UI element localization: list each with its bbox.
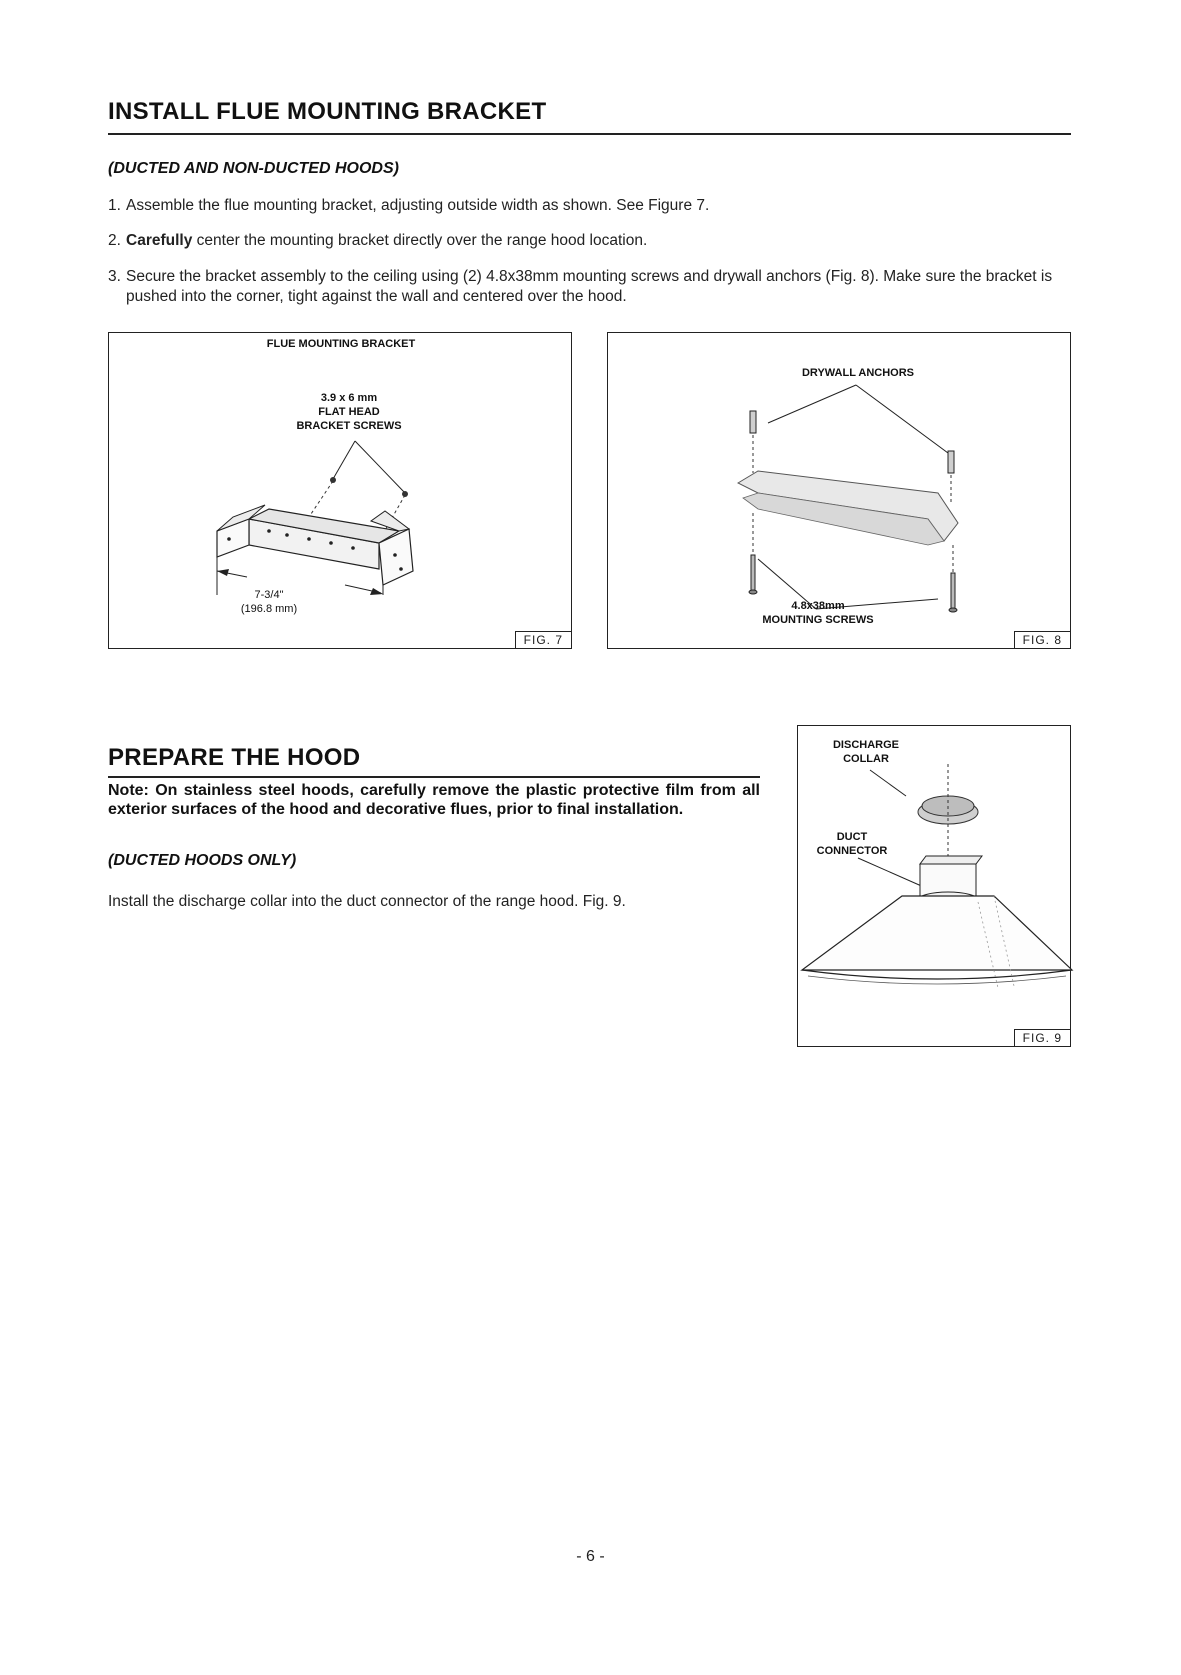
step-number: 3.	[108, 268, 121, 285]
collar-label-line: DISCHARGE	[832, 739, 899, 751]
step-text	[126, 231, 1071, 251]
mounting-screws-label	[738, 599, 898, 627]
figure-9	[797, 725, 1071, 1047]
dimension-value-metric: (196.8 mm)	[240, 603, 298, 615]
step-number: 1.	[108, 197, 121, 214]
figure-7-label: FIG. 7	[515, 631, 572, 649]
screw-label-line: 3.9 x 6 mm	[320, 392, 378, 404]
stainless-steel-note: Note: On stainless steel hoods, carefully remove the plastic protective film from all exterior surfaces of the hood and decorative flues, prior to final installation.	[108, 782, 760, 818]
page-number: - 6 -	[576, 1548, 605, 1565]
screw-name: MOUNTING SCREWS	[762, 614, 874, 626]
drywall-anchors-label: DRYWALL ANCHORS	[801, 367, 915, 379]
step-text: Assemble the flue mounting bracket, adjusting outside width as shown. See Figure 7.	[126, 197, 710, 214]
figure-8-label: FIG. 8	[1014, 631, 1071, 649]
section-subtitle-ducted-only: (DUCTED HOODS ONLY)	[108, 852, 297, 869]
dimension-label	[209, 588, 329, 616]
step-1	[108, 196, 1071, 216]
step-text: Secure the bracket assembly to the ceiling using (2) 4.8x38mm mounting screws and drywall anchors (Fig. 8). Make sure the bracket is pushed into the corner, tight against the wall and centered over the hood.	[126, 268, 1053, 305]
dimension-value: 7-3/4"	[254, 589, 284, 601]
screw-label-line: FLAT HEAD	[318, 406, 380, 418]
figure-8	[607, 332, 1071, 649]
title-rule	[108, 133, 1071, 135]
screw-size: 4.8x38mm	[791, 600, 845, 612]
step-emphasis: Carefully	[126, 232, 193, 249]
step-3	[108, 267, 1071, 307]
section-title-prepare-hood: PREPARE THE HOOD	[108, 744, 361, 771]
figure-7	[108, 332, 572, 649]
title-rule	[108, 776, 760, 778]
duct-label-line: DUCT	[836, 831, 868, 843]
step-text-rest: center the mounting bracket directly over the range hood location.	[192, 232, 648, 249]
figure-9-label: FIG. 9	[1014, 1029, 1071, 1047]
figure-7-title: FLUE MOUNTING BRACKET	[266, 338, 416, 350]
collar-label-line: COLLAR	[843, 753, 889, 765]
section-title-install-bracket: INSTALL FLUE MOUNTING BRACKET	[108, 98, 547, 125]
step-2	[108, 231, 1071, 251]
duct-label-line: CONNECTOR	[816, 845, 888, 857]
step-number: 2.	[108, 232, 121, 249]
bracket-illustration	[109, 333, 573, 650]
discharge-collar-instruction: Install the discharge collar into the duct connector of the range hood. Fig. 9.	[108, 893, 626, 910]
screw-label-line: BRACKET SCREWS	[296, 420, 402, 432]
hood-illustration	[798, 726, 1072, 1048]
section-subtitle-ducted-nonducted: (DUCTED AND NON-DUCTED HOODS)	[108, 160, 399, 177]
